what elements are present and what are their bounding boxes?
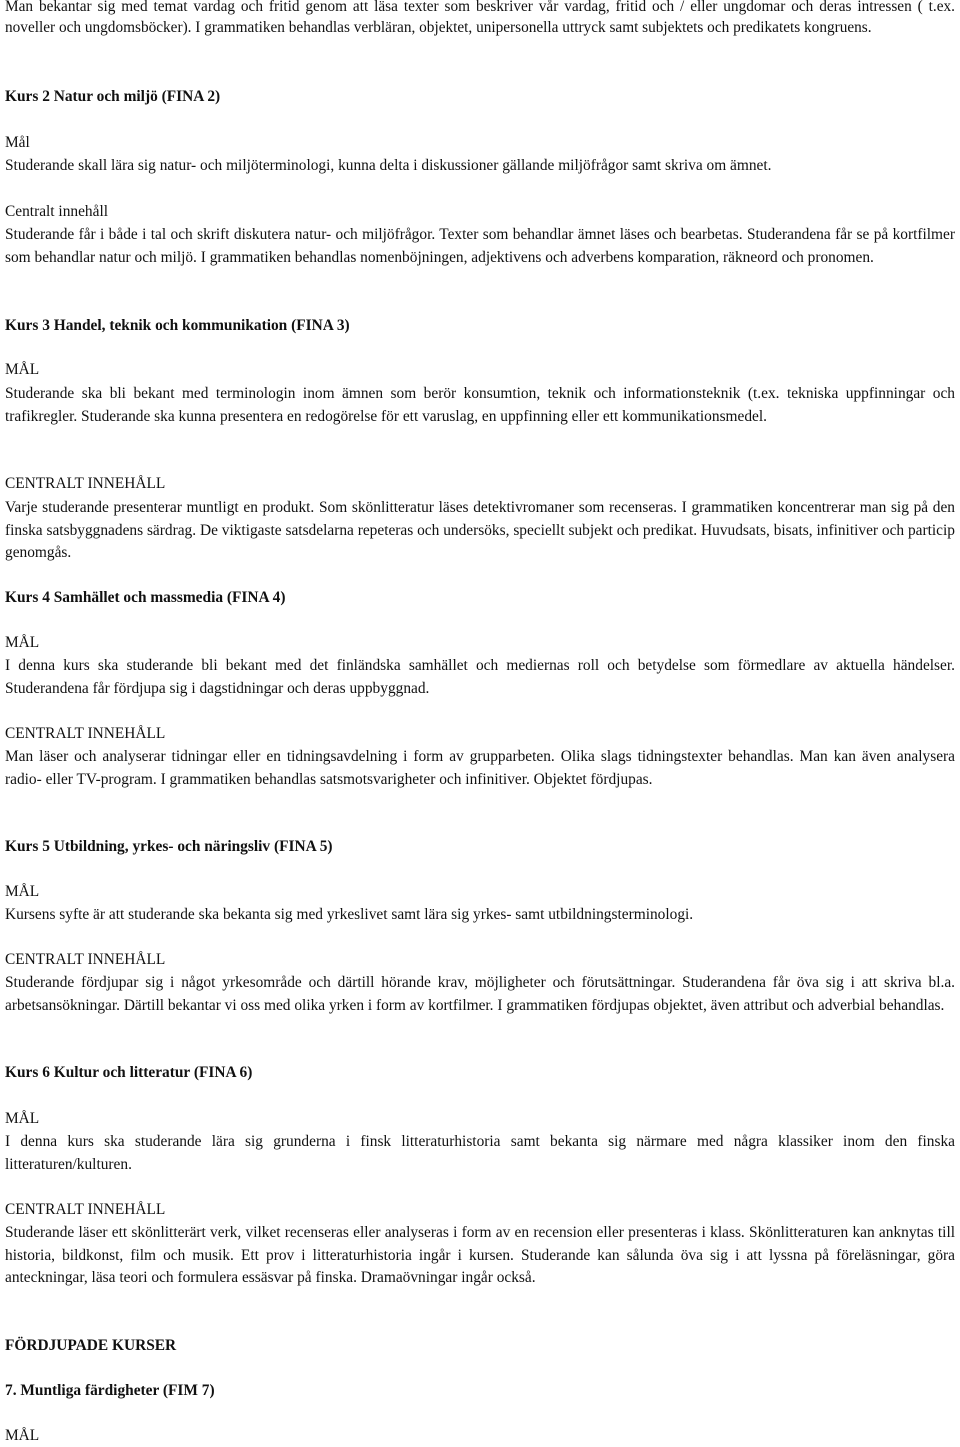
course-6-goal-label: MÅL [5, 1110, 40, 1127]
course-6-content-text: Studerande läser ett skönlitterärt verk, vilket recenseras eller analyseras i form av en recension eller presenteras i klass. Skönlitteraturen kan anknytas till historia, bildkonst, film och musik. Ett prov i litteraturhistoria ingår i kursen. Studerande kan sålunda öva sig i att lyssna på föreläsningar, göra anteckningar, läsa teori och formulera essäsvar på finska. Dramaövningar ingår också. [5, 1224, 955, 1287]
course-4-content-text: Man läser och analyserar tidningar eller en tidningsavdelning i form av grupparbeten. Olika slags tidningstexter behandlas. Man kan även analysera radio- eller TV-program. I grammatiken behandlas satsmotsvarigheter och infinitiver. Objektet fördjupas. [5, 748, 955, 788]
course-3-content-text: Varje studerande presenterar muntligt en produkt. Som skönlitteratur läses detektivromaner som recenseras. I grammatiken koncentrerar man sig på den finska satsbyggnadens särdrag. De viktigaste satsdelarna repeteras och undersöks, speciellt subjekt och predikat. Huvudsats, bisats, infinitiver och particip genomgås. [5, 499, 955, 562]
course-2-content-text: Studerande får i både i tal och skrift diskutera natur- och miljöfrågor. Texter som behandlar ämnet läses och bearbetas. Studerandena får se på kortfilmer som behandlar natur och miljö. I grammatiken behandlas nomenböjningen, adjektivens och adverbens komparation, räkneord och pronomen. [5, 226, 955, 266]
course-2-goal-label: Mål [5, 134, 30, 151]
course-7-heading: 7. Muntliga färdigheter (FIM 7) [5, 1382, 215, 1399]
course-2-content-label: Centralt innehåll [5, 203, 109, 220]
course-5-heading: Kurs 5 Utbildning, yrkes- och näringsliv (FINA 5) [5, 838, 333, 855]
course-7-goal-label: MÅL [5, 1427, 40, 1444]
course-4-goal-label: MÅL [5, 634, 40, 651]
course-3-goal-text: Studerande ska bli bekant med terminologin inom ämnen som berör konsumtion, teknik och informationsteknik (t.ex. tekniska uppfinningar och trafikregler. Studerande ska kunna presentera en redogörelse för ett varuslag, en uppfinning eller ett kommunikationsmedel. [5, 385, 955, 425]
course-3-content-label: CENTRALT INNEHÅLL [5, 475, 166, 492]
advanced-courses-heading: FÖRDJUPADE KURSER [5, 1337, 177, 1354]
course-5-content-text: Studerande fördjupar sig i något yrkesområde och därtill hörande krav, möjligheter och förutsättningar. Studerandena får öva sig i att skriva bl.a. arbetsansökningar. Därtill bekantar vi oss med olika yrken i form av kortfilmer. I grammatiken fördjupas objektet, även attribut och adverbial behandlas. [5, 974, 955, 1014]
course-3-goal-label: MÅL [5, 361, 40, 378]
course-4-goal-text: I denna kurs ska studerande bli bekant med det finländska samhället och mediernas roll och betydelse som förmedlare av aktuella händelser. Studerandena får fördjupa sig i dagstidningar och deras uppbyggnad. [5, 657, 955, 697]
course-6-goal-text: I denna kurs ska studerande lära sig grunderna i finsk litteraturhistoria samt bekanta sig närmare med några klassiker inom den finska litteraturen/kulturen. [5, 1133, 955, 1173]
course-5-goal-text: Kursens syfte är att studerande ska bekanta sig med yrkeslivet samt lära sig yrkes- samt utbildningsterminologi. [5, 906, 694, 923]
course-2-heading: Kurs 2 Natur och miljö (FINA 2) [5, 88, 221, 105]
course-4-heading: Kurs 4 Samhället och massmedia (FINA 4) [5, 589, 286, 606]
course-6-content-label: CENTRALT INNEHÅLL [5, 1201, 166, 1218]
course-5-content-label: CENTRALT INNEHÅLL [5, 951, 166, 968]
intro-paragraph: Man bekantar sig med temat vardag och fritid genom att läsa texter som beskriver vår vardag, fritid och / eller ungdomar och deras intressen ( t.ex. noveller och ungdomsböcker). I grammatiken behandlas verbläran, objektet, unipersonella uttryck samt subjektets och predikatets kongruens. [5, 0, 955, 36]
course-5-goal-label: MÅL [5, 883, 40, 900]
course-2-goal-text: Studerande skall lära sig natur- och miljöterminologi, kunna delta i diskussioner gällande miljöfrågor samt skriva om ämnet. [5, 157, 772, 174]
course-3-heading: Kurs 3 Handel, teknik och kommunikation (FINA 3) [5, 317, 350, 334]
course-6-heading: Kurs 6 Kultur och litteratur (FINA 6) [5, 1064, 253, 1081]
course-4-content-label: CENTRALT INNEHÅLL [5, 725, 166, 742]
